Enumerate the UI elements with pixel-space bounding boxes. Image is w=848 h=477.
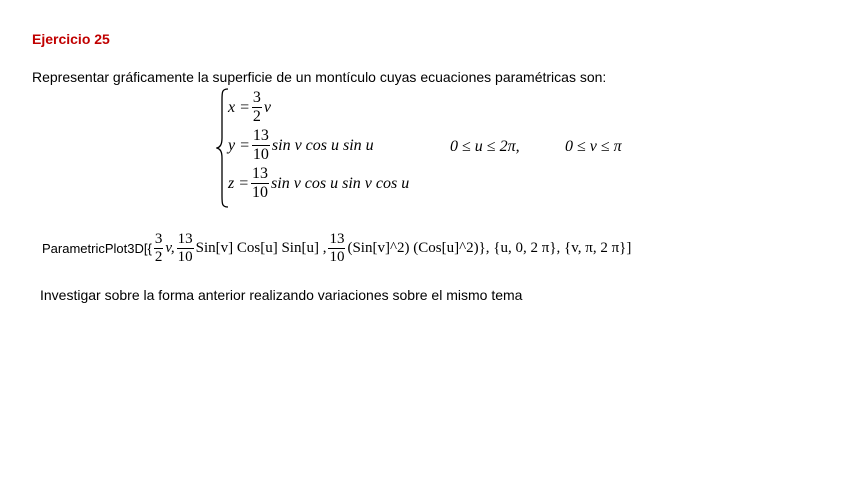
problem-statement: Representar gráficamente la superficie de un montículo cuyas ecuaciones paramétricas son:: [32, 69, 607, 85]
equation-x-numerator: 3: [252, 89, 261, 106]
code-fraction-1-numerator: 3: [154, 231, 163, 247]
equation-z-rest: sin v cos u sin v cos u: [271, 174, 410, 192]
equation-x: [228, 90, 271, 125]
code-fraction-3-denominator: 10: [329, 249, 345, 265]
equation-y: [228, 128, 374, 163]
code-term-2: Sin[v] Cos[u] Sin[u] ,: [195, 240, 327, 256]
code-fraction-1: [154, 232, 164, 265]
equation-y-rest: sin v cos u sin u: [271, 136, 374, 154]
code-fraction-3: [328, 232, 345, 265]
code-prefix: ParametricPlot3D[{: [42, 241, 152, 256]
range-v: 0 ≤ v ≤ π: [565, 138, 622, 155]
equation-z-denominator: 10: [252, 184, 269, 201]
investigation-note: Investigar sobre la forma anterior realizando variaciones sobre el mismo tema: [40, 287, 523, 303]
equation-z-lhs: z =: [228, 174, 250, 192]
code-term-1: v,: [165, 240, 175, 256]
code-fraction-3-numerator: 13: [329, 231, 345, 247]
range-u: 0 ≤ u ≤ 2π,: [450, 138, 520, 155]
mathematica-code: [42, 232, 631, 265]
equation-y-denominator: 10: [252, 146, 269, 163]
equation-x-denominator: 2: [252, 108, 261, 125]
equation-z-numerator: 13: [252, 165, 269, 182]
code-fraction-1-denominator: 2: [154, 249, 163, 265]
equation-x-rest: v: [263, 98, 272, 116]
exercise-title: Ejercicio 25: [32, 31, 110, 47]
code-term-3: (Sin[v]^2) (Cos[u]^2)}, {u, 0, 2 π}, {v, π, 2 π}]: [347, 240, 632, 256]
equation-y-numerator: 13: [252, 127, 269, 144]
code-fraction-2: [177, 232, 194, 265]
equation-y-lhs: y =: [228, 136, 250, 154]
equation-z: [228, 166, 409, 201]
equation-y-fraction: [252, 128, 270, 163]
equation-z-fraction: [251, 166, 269, 201]
code-fraction-2-denominator: 10: [177, 249, 193, 265]
equation-x-lhs: x =: [228, 98, 250, 116]
code-fraction-2-numerator: 13: [177, 231, 193, 247]
equation-x-fraction: [252, 90, 262, 125]
